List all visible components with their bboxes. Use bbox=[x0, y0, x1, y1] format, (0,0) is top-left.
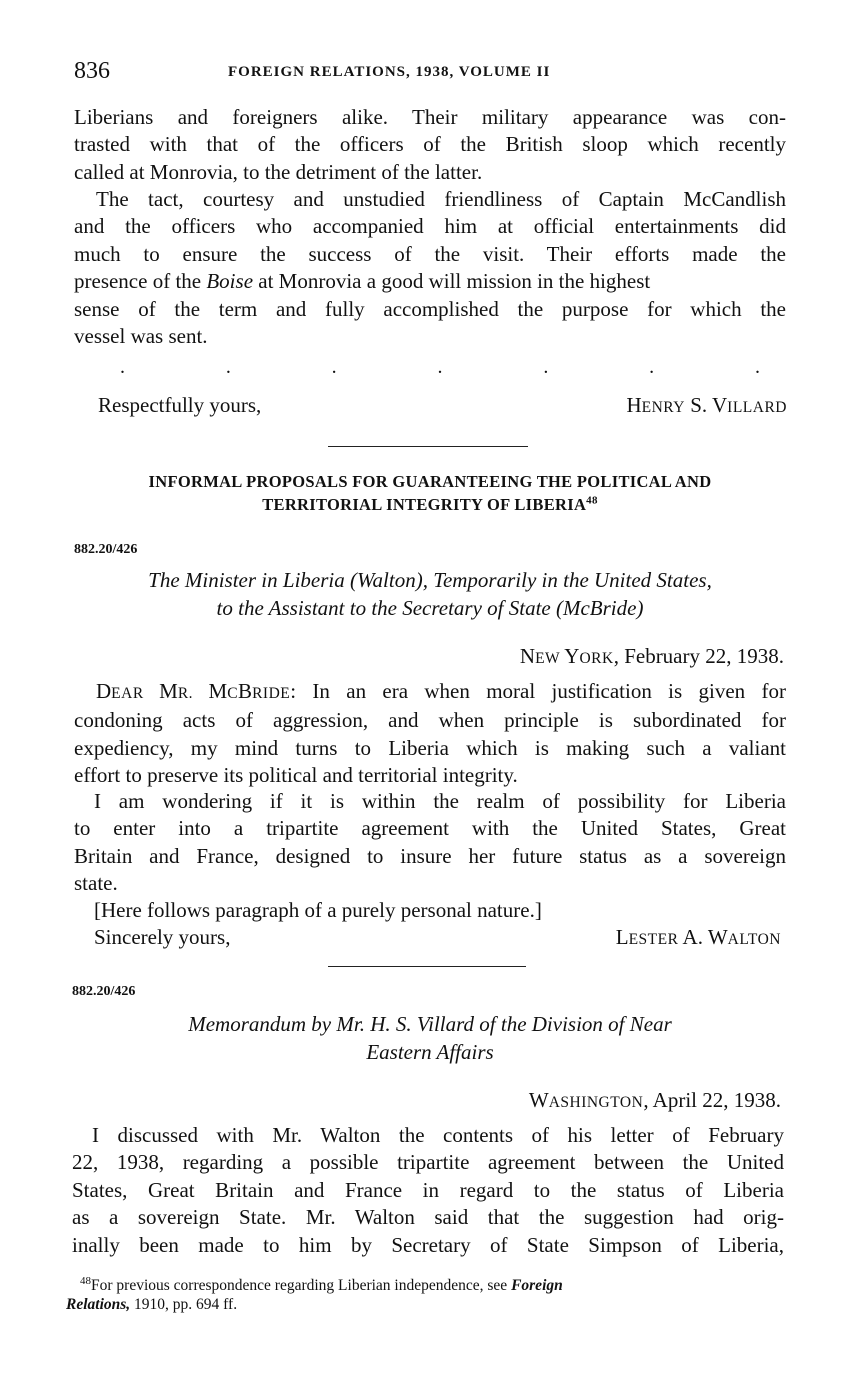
footnote bbox=[66, 1276, 782, 1314]
continuation-paragraph-1 bbox=[74, 104, 786, 186]
footnote-source: Foreign bbox=[511, 1277, 563, 1294]
signature-part: ESTER bbox=[628, 931, 679, 948]
page-number: 836 bbox=[74, 58, 110, 84]
place-part: W bbox=[528, 1088, 549, 1112]
text-line: vessel was sent. bbox=[74, 324, 208, 349]
closing-sincerely: Sincerely yours, bbox=[94, 925, 231, 949]
bracket-note: [Here follows paragraph of a purely personal nature.] bbox=[94, 898, 542, 922]
footnote-text: For previous correspondence regarding Liberian independence, see bbox=[91, 1277, 512, 1294]
section-divider bbox=[328, 446, 528, 447]
text-line: and the officers who accompanied him at official entertainments did bbox=[74, 214, 786, 239]
footnote-ref: 48 bbox=[586, 494, 598, 507]
memorandum-title-line: Memorandum by Mr. H. S. Villard of the Division of Near bbox=[188, 1012, 672, 1036]
date-text: , April 22, 1938. bbox=[643, 1088, 781, 1112]
text-line: condoning acts of aggression, and when principle is subordinated for bbox=[74, 708, 786, 733]
ellipsis-dot: . bbox=[437, 356, 443, 378]
section-heading-line-2 bbox=[70, 493, 790, 516]
text-line: sense of the term and fully accomplished the purpose for which the bbox=[74, 296, 786, 321]
section-heading-text: TERRITORIAL INTEGRITY OF LIBERIA bbox=[262, 495, 587, 514]
ellipsis-row bbox=[120, 356, 760, 379]
file-number: 882.20/426 bbox=[74, 542, 138, 557]
signature-part: H bbox=[626, 393, 642, 417]
ellipsis-dot: . bbox=[543, 356, 549, 378]
text-segment: at Monrovia a good will mission in the highest bbox=[253, 269, 651, 294]
dateline bbox=[520, 643, 784, 672]
text-line: The tact, courtesy and unstudied friendliness of Captain McCandlish bbox=[96, 187, 786, 211]
salutation-part: C bbox=[227, 685, 239, 702]
text-line: called at Monrovia, to the detriment of the latter. bbox=[74, 159, 483, 184]
footnote-line-1 bbox=[66, 1276, 782, 1295]
signature-part: ILLARD bbox=[727, 399, 787, 416]
footnote-marker: 48 bbox=[80, 1274, 91, 1287]
file-number: 882.20/426 bbox=[72, 984, 136, 999]
date-text: , February 22, 1938. bbox=[613, 644, 784, 668]
text-line-with-ship-name bbox=[74, 268, 786, 295]
salutation-part: R. bbox=[177, 685, 209, 702]
place-part: ORK bbox=[579, 650, 614, 667]
salutation-part: B bbox=[238, 679, 253, 703]
signature-part: L bbox=[615, 925, 629, 949]
salutation-line bbox=[74, 678, 786, 707]
salutation-part: EAR bbox=[111, 685, 160, 702]
memorandum-title-line: Eastern Affairs bbox=[366, 1040, 494, 1064]
text-line: expediency, my mind turns to Liberia which is making such a valiant bbox=[74, 735, 786, 760]
salutation-part: RIDE bbox=[252, 685, 291, 702]
salutation-part: : bbox=[290, 679, 313, 703]
salutation-part: M bbox=[159, 679, 178, 703]
place-part: ASHINGTON bbox=[548, 1094, 644, 1111]
ellipsis-dot: . bbox=[331, 356, 337, 378]
text-line: much to ensure the success of the visit. Their efforts made the bbox=[74, 241, 786, 266]
footnote-text: 1910, pp. 694 ff. bbox=[130, 1296, 238, 1313]
text-line: Britain and France, designed to insure her future status as a sovereign bbox=[74, 843, 786, 868]
signature-villard bbox=[626, 392, 787, 421]
text-line: 22, 1938, regarding a possible tripartite agreement between the United bbox=[72, 1150, 784, 1175]
closing-respectfully: Respectfully yours, bbox=[98, 393, 262, 417]
text-line: effort to preserve its political and territorial integrity. bbox=[74, 763, 518, 788]
dateline bbox=[529, 1087, 781, 1116]
footnote-line-2 bbox=[66, 1295, 782, 1314]
text-segment: presence of the bbox=[74, 269, 207, 294]
memorandum-paragraph bbox=[72, 1122, 784, 1259]
footnote-source: Relations, bbox=[66, 1296, 131, 1313]
text-line: to enter into a tripartite agreement with the United States, Great bbox=[74, 816, 786, 841]
text-segment: In an era when moral justification is given for bbox=[312, 679, 787, 703]
signature-part: ENRY bbox=[641, 399, 685, 416]
letter-paragraph-2 bbox=[74, 788, 786, 898]
continuation-paragraph-2 bbox=[74, 186, 786, 350]
ellipsis-dot: . bbox=[120, 356, 125, 378]
text-line: state. bbox=[74, 871, 118, 896]
text-line: as a sovereign State. Mr. Walton said that the suggestion had orig- bbox=[72, 1205, 784, 1230]
text-line: I discussed with Mr. Walton the contents of his letter of February bbox=[92, 1123, 784, 1147]
salutation-part: M bbox=[208, 679, 228, 703]
text-line: I am wondering if it is within the realm of possibility for Liberia bbox=[94, 789, 786, 813]
ellipsis-dot: . bbox=[754, 356, 760, 378]
document-title bbox=[70, 566, 790, 622]
ellipsis-dot: . bbox=[649, 356, 655, 378]
text-line: States, Great Britain and France in regard to the status of Liberia bbox=[72, 1177, 784, 1202]
salutation-part: D bbox=[96, 679, 112, 703]
signature-part: A. W bbox=[678, 925, 728, 949]
signature-walton bbox=[616, 924, 781, 953]
ellipsis-dot: . bbox=[225, 356, 231, 378]
running-title: FOREIGN RELATIONS, 1938, VOLUME II bbox=[228, 64, 551, 80]
place-part: Y bbox=[564, 644, 580, 668]
section-heading-line: INFORMAL PROPOSALS FOR GUARANTEEING THE POLITICAL AND bbox=[148, 472, 712, 491]
signature-part: ALTON bbox=[727, 931, 781, 948]
document-title-line: to the Assistant to the Secretary of State (McBride) bbox=[216, 596, 644, 620]
section-heading bbox=[70, 470, 790, 516]
document-divider bbox=[328, 966, 526, 967]
place-part: EW bbox=[535, 650, 565, 667]
place-part: N bbox=[519, 644, 536, 668]
letter-paragraph-1 bbox=[74, 678, 786, 790]
text-line: trasted with that of the officers of the British sloop which recently bbox=[74, 132, 786, 157]
ship-name: Boise bbox=[206, 269, 254, 294]
document-title-line: The Minister in Liberia (Walton), Temporarily in the United States, bbox=[148, 568, 712, 592]
text-line: inally been made to him by Secretary of State Simpson of Liberia, bbox=[72, 1232, 784, 1257]
signature-part: S. V bbox=[684, 393, 728, 417]
memorandum-title bbox=[70, 1010, 790, 1066]
text-line: Liberians and foreigners alike. Their military appearance was con- bbox=[74, 105, 786, 129]
